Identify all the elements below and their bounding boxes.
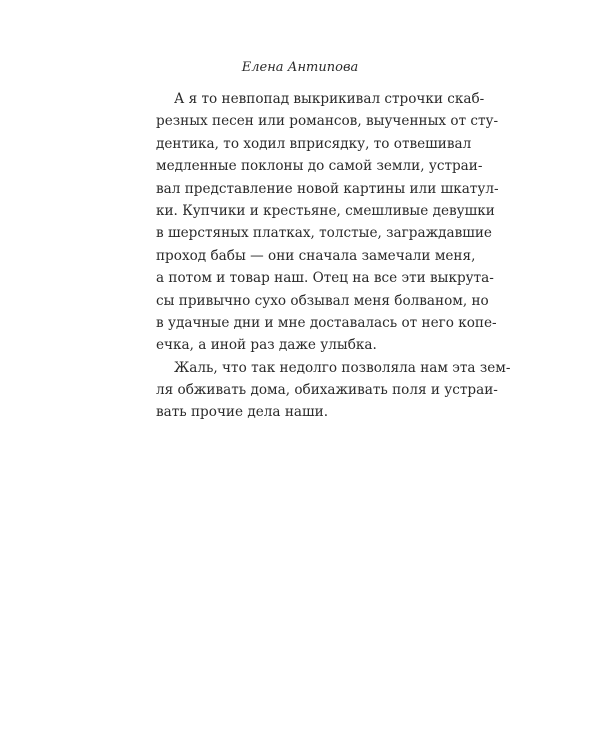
text-line: а потом и товар наш. Отец на все эти выкрута- xyxy=(156,270,494,287)
text-line: проход бабы — они сначала замечали меня, xyxy=(156,247,476,264)
text-line: Жаль, что так недолго позволяла нам эта зем- xyxy=(174,359,511,376)
text-line: резных песен или романсов, выученных от сту- xyxy=(156,113,499,130)
text-line: дентика, то ходил вприсядку, то отвешивал xyxy=(156,135,472,152)
running-header: Елена Антипова xyxy=(241,60,359,75)
text-line: в удачные дни и мне доставалась от него копе- xyxy=(156,314,497,331)
text-line: в шерстяных платках, толстые, заграждавшие xyxy=(156,225,492,242)
text-line: сы привычно сухо обзывал меня болваном, но xyxy=(156,292,489,309)
text-line: А я то невпопад выкрикивал строчки скаб- xyxy=(174,91,485,107)
text-line: ечка, а иной раз даже улыбка. xyxy=(156,337,377,354)
text-line: вал представление новой картины или шкатул- xyxy=(156,180,499,197)
text-line: медленные поклоны до самой земли, устраи- xyxy=(156,158,483,175)
body-text xyxy=(156,88,511,424)
text-line: ки. Купчики и крестьяне, смешливые девушки xyxy=(156,202,495,219)
text-line: ля обживать дома, обихаживать поля и устраи- xyxy=(156,382,498,399)
text-line: вать прочие дела наши. xyxy=(156,404,329,421)
